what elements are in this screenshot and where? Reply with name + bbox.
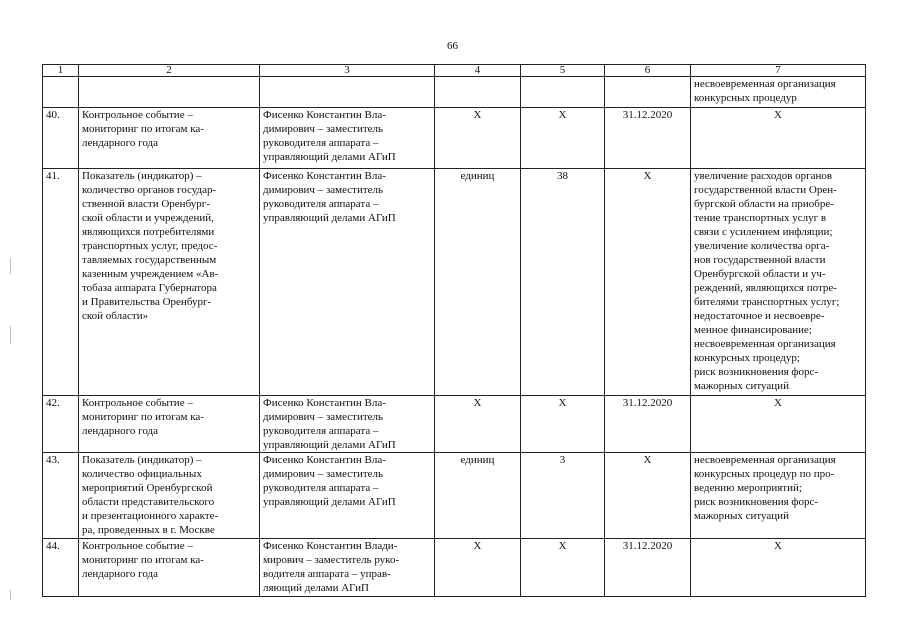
- row-responsible: Фисенко Константин Влади- мирович – заместитель руко- водителя аппарата – управ- ляющий делами АГиП: [260, 539, 435, 597]
- row-unit: единиц: [435, 453, 521, 539]
- row-date: 31.12.2020: [605, 539, 691, 597]
- row-unit: Х: [435, 396, 521, 453]
- page-number: 66: [447, 40, 458, 52]
- continuation-risks: несвоевременная организация конкурсных процедур: [691, 77, 866, 108]
- header-cell: 6: [605, 65, 691, 77]
- header-row: [43, 65, 866, 77]
- row-risks: увеличение расходов органов государственной власти Орен- бургской области на приобре- тение транспортных услуг в связи с усилением инфляции; увеличение количества орга- нов государственной власти Оренбургской области и уч- реждений, являющихся потре- бителями транспортных услуг; недостаточное и несвоевре- менное финансирование; несвоевременная организация конкурсных процедур; риск возникновения форс- мажорных ситуаций: [691, 169, 866, 396]
- scan-mark: [10, 326, 11, 344]
- header-cell: 4: [435, 65, 521, 77]
- row-name: Контрольное событие – мониторинг по итогам ка- лендарного года: [79, 396, 260, 453]
- row-unit: Х: [435, 539, 521, 597]
- header-cell: 1: [43, 65, 79, 77]
- row-responsible: Фисенко Константин Вла- димирович – заместитель руководителя аппарата – управляющий делами АГиП: [260, 453, 435, 539]
- row-date: 31.12.2020: [605, 108, 691, 169]
- row-name: Контрольное событие – мониторинг по итогам ка- лендарного года: [79, 539, 260, 597]
- header-cell: 2: [79, 65, 260, 77]
- row-risks: Х: [691, 108, 866, 169]
- header-cell: 3: [260, 65, 435, 77]
- row-unit: единиц: [435, 169, 521, 396]
- table-row: [43, 539, 866, 597]
- row-number: 40.: [43, 108, 79, 169]
- row-number: 41.: [43, 169, 79, 396]
- table-row: [43, 396, 866, 453]
- row-number: 42.: [43, 396, 79, 453]
- row-date: 31.12.2020: [605, 396, 691, 453]
- row-number: 43.: [43, 453, 79, 539]
- row-responsible: Фисенко Константин Вла- димирович – заместитель руководителя аппарата – управляющий делами АГиП: [260, 108, 435, 169]
- row-number: 44.: [43, 539, 79, 597]
- row-name: Показатель (индикатор) – количество органов государ- ственной власти Оренбург- ской области и учреждений, являющихся потребителями транспортных услуг, предос- тавляемых государственным казенным учреждением «Ав- тобаза аппарата Губернатора и Правительства Оренбург- ской области»: [79, 169, 260, 396]
- row-value: 3: [521, 453, 605, 539]
- row-responsible: Фисенко Константин Вла- димирович – заместитель руководителя аппарата – управляющий делами АГиП: [260, 169, 435, 396]
- row-risks: Х: [691, 396, 866, 453]
- row-risks: Х: [691, 539, 866, 597]
- table-row: [43, 108, 866, 169]
- row-responsible: Фисенко Константин Вла- димирович – заместитель руководителя аппарата – управляющий делами АГиП: [260, 396, 435, 453]
- row-risks: несвоевременная организация конкурсных процедур по про- ведению мероприятий; риск возникновения форс- мажорных ситуаций: [691, 453, 866, 539]
- table-row: [43, 453, 866, 539]
- row-name: Контрольное событие – мониторинг по итогам ка- лендарного года: [79, 108, 260, 169]
- row-value: Х: [521, 396, 605, 453]
- row-value: Х: [521, 108, 605, 169]
- continuation-row: [43, 77, 866, 108]
- scan-mark: [10, 258, 11, 274]
- row-date: Х: [605, 169, 691, 396]
- row-value: 38: [521, 169, 605, 396]
- scan-mark: [10, 590, 11, 600]
- table-row: [43, 169, 866, 396]
- row-name: Показатель (индикатор) – количество официальных мероприятий Оренбургской области представительского и презентационного характе- ра, проведенных в г. Москве: [79, 453, 260, 539]
- row-unit: Х: [435, 108, 521, 169]
- row-value: Х: [521, 539, 605, 597]
- row-date: Х: [605, 453, 691, 539]
- header-cell: 7: [691, 65, 866, 77]
- plan-table: [42, 64, 866, 597]
- header-cell: 5: [521, 65, 605, 77]
